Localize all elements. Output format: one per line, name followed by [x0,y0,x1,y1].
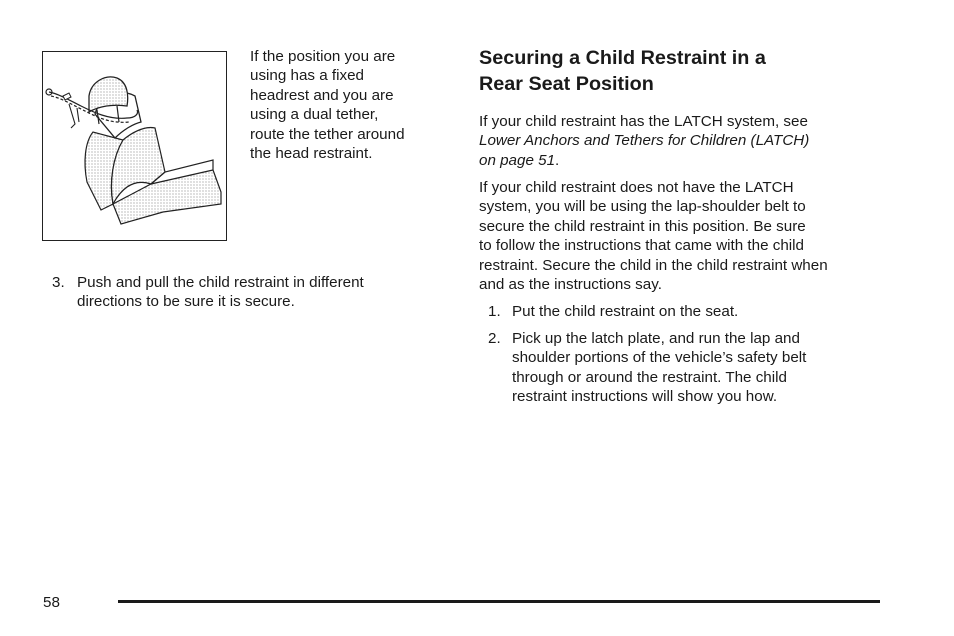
side-text-line: using a dual tether, [250,106,379,124]
paragraph-line: system, you will be using the lap-shoulder belt to [479,198,806,216]
paragraph-line: restraint. Secure the child in the child restraint when [479,256,828,274]
period: . [555,151,560,169]
step-text-line: through or around the restraint. The child [512,368,787,386]
step-text-line: Put the child restraint on the seat. [512,303,739,320]
footer-rule [118,600,880,603]
paragraph-line: and as the instructions say. [479,276,662,294]
paragraph-latch-reference [479,112,879,170]
step-text-line: Pick up the latch plate, and run the lap and [512,330,800,347]
step-text [512,302,872,321]
step-number: 3. [52,274,65,291]
step-number: 2. [488,330,501,347]
step-number: 1. [488,303,501,320]
side-text-line: headrest and you are [250,86,394,104]
side-text-line: using has a fixed [250,67,364,85]
seat-tether-illustration [42,51,227,241]
heading-line: Securing a Child Restraint in a [479,47,766,69]
paragraph-line: to follow the instructions that came with the child [479,237,805,255]
step-text-line: directions to be sure it is secure. [77,293,295,311]
section-heading [479,45,879,97]
side-text-line: the head restraint. [250,145,373,163]
step-text [512,329,872,407]
side-text [250,47,450,163]
side-text-line: If the position you are [250,48,396,65]
cross-reference-page[interactable]: on page 51 [479,151,556,169]
paragraph-no-latch [479,178,889,294]
page-number: 58 [43,594,60,611]
step-text-line: Push and pull the child restraint in different [77,274,364,291]
side-text-line: route the tether around [250,125,405,143]
cross-reference-link[interactable]: Lower Anchors and Tethers for Children (LATCH) [479,132,810,150]
paragraph-line: If your child restraint has the LATCH system, see [479,113,808,130]
step-text [77,273,437,312]
paragraph-line: secure the child restraint in this position. Be sure [479,217,806,235]
seat-headrest-tether-icon [43,52,225,239]
step-text-line: restraint instructions will show you how. [512,388,778,406]
step-text-line: shoulder portions of the vehicle’s safety belt [512,349,807,367]
heading-line: Rear Seat Position [479,73,654,95]
paragraph-line: If your child restraint does not have the LATCH [479,179,794,196]
